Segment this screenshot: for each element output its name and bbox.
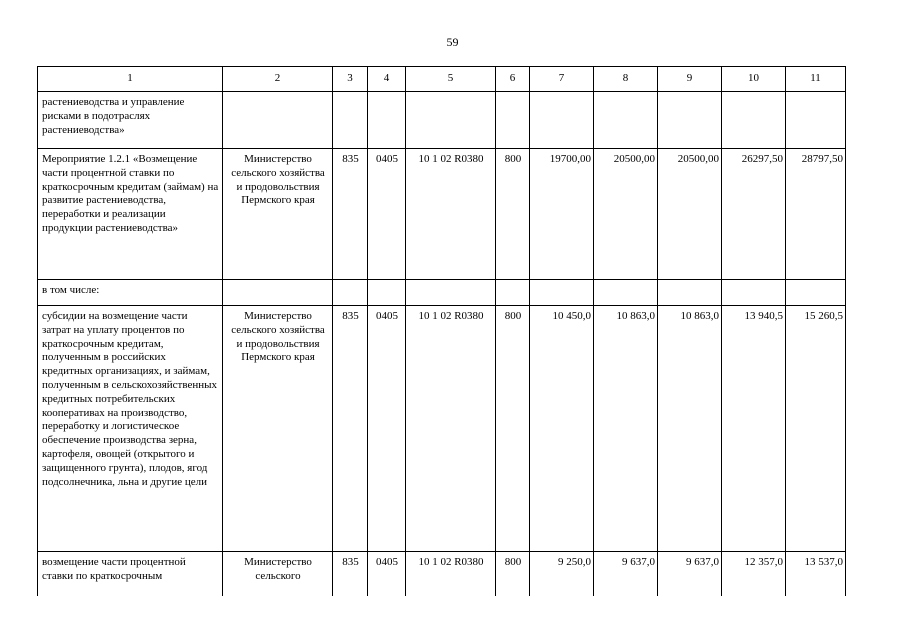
row-code-4: 0405 bbox=[368, 149, 406, 280]
row-code-5 bbox=[406, 280, 496, 306]
row-code-6: 800 bbox=[496, 306, 530, 552]
col-header: 7 bbox=[530, 67, 594, 92]
row-responsible bbox=[223, 280, 333, 306]
row-value-10: 13 940,5 bbox=[722, 306, 786, 552]
row-code-3: 835 bbox=[333, 306, 368, 552]
table-row bbox=[38, 92, 846, 149]
row-value-9: 9 637,0 bbox=[658, 552, 722, 596]
table-row bbox=[38, 306, 846, 552]
table-row bbox=[38, 552, 846, 596]
row-code-5: 10 1 02 R0380 bbox=[406, 306, 496, 552]
row-value-8 bbox=[594, 92, 658, 149]
row-description: в том числе: bbox=[38, 280, 223, 306]
col-header: 10 bbox=[722, 67, 786, 92]
col-header: 2 bbox=[223, 67, 333, 92]
row-value-8: 20500,00 bbox=[594, 149, 658, 280]
row-code-3: 835 bbox=[333, 552, 368, 596]
row-value-10 bbox=[722, 92, 786, 149]
col-header: 3 bbox=[333, 67, 368, 92]
table-row bbox=[38, 280, 846, 306]
row-code-6: 800 bbox=[496, 552, 530, 596]
row-responsible: Министерство сельского хозяйства и продовольствия Пермского края bbox=[223, 306, 333, 552]
row-value-9 bbox=[658, 280, 722, 306]
row-value-11: 13 537,0 bbox=[786, 552, 846, 596]
row-value-7 bbox=[530, 92, 594, 149]
row-value-10: 12 357,0 bbox=[722, 552, 786, 596]
row-value-8 bbox=[594, 280, 658, 306]
budget-table bbox=[37, 66, 846, 596]
row-responsible: Министерство сельского хозяйства и продовольствия Пермского края bbox=[223, 149, 333, 280]
table-row bbox=[38, 149, 846, 280]
row-code-4: 0405 bbox=[368, 306, 406, 552]
row-value-8: 10 863,0 bbox=[594, 306, 658, 552]
row-code-5: 10 1 02 R0380 bbox=[406, 552, 496, 596]
row-value-11 bbox=[786, 92, 846, 149]
row-code-6 bbox=[496, 280, 530, 306]
row-value-10 bbox=[722, 280, 786, 306]
col-header: 9 bbox=[658, 67, 722, 92]
row-code-6: 800 bbox=[496, 149, 530, 280]
row-value-10: 26297,50 bbox=[722, 149, 786, 280]
row-code-4 bbox=[368, 280, 406, 306]
row-value-7: 10 450,0 bbox=[530, 306, 594, 552]
table-header-row bbox=[38, 67, 846, 92]
row-description: субсидии на возмещение части затрат на уплату процентов по краткосрочным кредитам, полученным в российских кредитных организациях, и займам, полученным в сельскохозяйственных кредитных потребительских кооперативах на производство, переработку и логистическое обеспечение производства зерна, картофеля, овощей (открытого и защищенного грунта), плодов, ягод подсолнечника, льна и другие цели bbox=[38, 306, 223, 552]
row-description: возмещение части процентной ставки по краткосрочным bbox=[38, 552, 223, 596]
row-code-3 bbox=[333, 280, 368, 306]
row-code-4 bbox=[368, 92, 406, 149]
row-code-3: 835 bbox=[333, 149, 368, 280]
row-value-11: 15 260,5 bbox=[786, 306, 846, 552]
row-code-5 bbox=[406, 92, 496, 149]
col-header: 11 bbox=[786, 67, 846, 92]
row-value-11: 28797,50 bbox=[786, 149, 846, 280]
row-value-9 bbox=[658, 92, 722, 149]
row-responsible: Министерство сельского bbox=[223, 552, 333, 596]
row-description: растениеводства и управление рисками в подотраслях растениеводства» bbox=[38, 92, 223, 149]
row-value-7: 19700,00 bbox=[530, 149, 594, 280]
col-header: 8 bbox=[594, 67, 658, 92]
col-header: 1 bbox=[38, 67, 223, 92]
row-value-7 bbox=[530, 280, 594, 306]
row-value-9: 20500,00 bbox=[658, 149, 722, 280]
row-value-11 bbox=[786, 280, 846, 306]
row-code-6 bbox=[496, 92, 530, 149]
col-header: 4 bbox=[368, 67, 406, 92]
row-value-8: 9 637,0 bbox=[594, 552, 658, 596]
page-number: 59 bbox=[446, 35, 459, 49]
row-value-7: 9 250,0 bbox=[530, 552, 594, 596]
row-description: Мероприятие 1.2.1 «Возмещение части процентной ставки по краткосрочным кредитам (займам) на развитие растениеводства, переработки и реализации продукции растениеводства» bbox=[38, 149, 223, 280]
row-value-9: 10 863,0 bbox=[658, 306, 722, 552]
row-code-4: 0405 bbox=[368, 552, 406, 596]
row-code-5: 10 1 02 R0380 bbox=[406, 149, 496, 280]
col-header: 5 bbox=[406, 67, 496, 92]
row-code-3 bbox=[333, 92, 368, 149]
row-responsible bbox=[223, 92, 333, 149]
col-header: 6 bbox=[496, 67, 530, 92]
